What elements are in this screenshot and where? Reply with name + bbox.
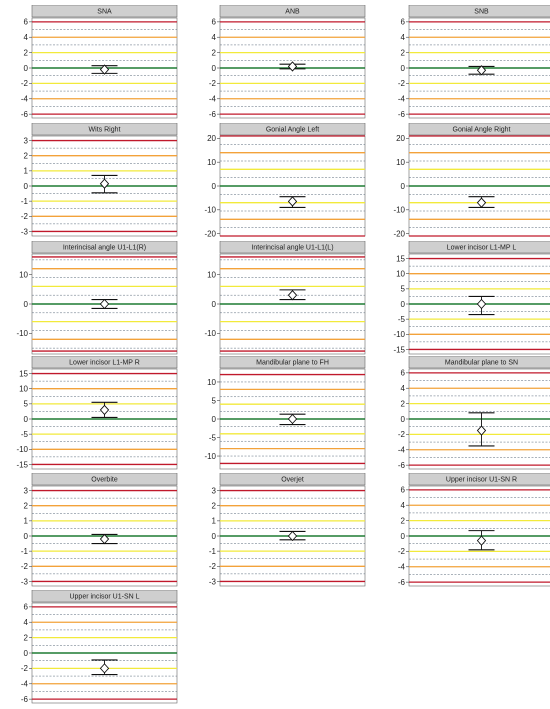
y-tick-label: 6 [211,17,216,27]
chart-panel [198,473,366,588]
y-tick-label: 2 [23,501,28,511]
chart-svg [387,356,550,471]
y-tick-label: 1 [23,166,28,176]
y-tick-label: 2 [211,501,216,511]
panel-title: Gonial Angle Left [265,126,320,134]
y-tick-label: -6 [397,460,405,470]
chart-panel [198,5,366,120]
y-tick-label: 0 [211,414,216,424]
y-tick-label: -3 [20,577,28,587]
chart-panel [198,356,366,471]
y-tick-label: -5 [397,314,405,324]
chart-panel [387,123,550,238]
chart-svg [198,123,366,238]
y-tick-label: 0 [211,63,216,73]
y-tick-label: -4 [20,679,28,689]
panel-title: Lower incisor L1-MP L [446,244,517,252]
chart-panel [10,241,178,356]
y-tick-label: -4 [208,94,216,104]
y-tick-label: -3 [208,577,216,587]
chart-svg [387,123,550,238]
y-tick-label: 0 [23,414,28,424]
y-tick-label: -2 [397,79,405,89]
chart-panel [387,5,550,120]
panel-title: Upper incisor U1-SN L [69,593,140,601]
chart-svg [387,5,550,120]
y-tick-label: -5 [20,429,28,439]
y-tick-label: 6 [23,602,28,612]
y-tick-label: 0 [400,414,405,424]
y-tick-label: 2 [400,516,405,526]
y-tick-label: -2 [20,664,28,674]
y-tick-label: 0 [23,531,28,541]
y-tick-label: -3 [20,227,28,237]
chart-panel [387,473,550,588]
y-tick-label: -20 [393,229,405,238]
y-tick-label: -2 [20,562,28,572]
y-tick-label: 3 [211,486,216,496]
y-tick-label: 5 [211,396,216,406]
y-tick-label: -10 [393,330,405,340]
y-tick-label: -4 [397,94,405,104]
chart-svg [198,241,366,356]
y-tick-label: 4 [23,618,28,628]
y-tick-label: 15 [19,369,28,379]
panel-title: Overjet [281,476,304,484]
chart-panel [10,5,178,120]
panel-title: Upper incisor U1-SN R [445,476,518,484]
chart-svg [10,5,178,120]
y-tick-label: -2 [397,430,405,440]
y-tick-label: 6 [400,17,405,27]
chart-panel [198,123,366,238]
y-tick-label: 5 [23,399,28,409]
y-tick-label: -15 [16,460,28,470]
y-tick-label: -10 [204,205,216,215]
y-tick-label: 20 [207,134,216,144]
y-tick-label: 4 [400,384,405,394]
chart-svg [198,356,366,471]
y-tick-label: 20 [396,134,405,144]
y-tick-label: -6 [20,109,28,119]
y-tick-label: 5 [400,284,405,294]
y-tick-label: -4 [397,445,405,455]
y-tick-label: -10 [204,451,216,461]
y-tick-label: -2 [208,562,216,572]
y-tick-label: 0 [400,531,405,541]
y-tick-label: 0 [23,181,28,191]
y-tick-label: -4 [20,94,28,104]
chart-svg [10,590,178,705]
panel-title: SNB [474,8,489,16]
y-tick-label: -6 [20,694,28,704]
chart-panel [10,123,178,238]
chart-panel [387,356,550,471]
y-tick-label: -6 [397,109,405,119]
chart-svg [387,473,550,588]
y-tick-label: 0 [211,531,216,541]
y-tick-label: -10 [16,329,28,339]
panel-title: Wits Right [88,126,121,134]
panel-title: Mandibular plane to SN [444,359,519,367]
panel-title: Interincisal angle U1-L1(R) [62,244,147,252]
y-tick-label: 6 [23,17,28,27]
y-tick-label: 1 [211,516,216,526]
y-tick-label: 0 [400,63,405,73]
y-tick-label: 10 [19,270,28,280]
chart-svg [10,473,178,588]
chart-panel [10,356,178,471]
y-tick-label: -1 [20,546,28,556]
y-tick-label: -2 [20,212,28,222]
y-tick-label: 10 [396,157,405,167]
y-tick-label: 10 [207,270,216,280]
y-tick-label: -2 [208,79,216,89]
y-tick-label: -6 [397,577,405,587]
y-tick-label: 3 [23,136,28,146]
y-tick-label: -15 [393,345,405,355]
y-tick-label: 4 [400,501,405,511]
chart-svg [198,473,366,588]
y-tick-label: 2 [400,48,405,58]
y-tick-label: 10 [207,157,216,167]
panel-title: Gonial Angle Right [452,126,511,134]
chart-svg [387,241,550,356]
y-tick-label: 2 [23,633,28,643]
y-tick-label: 0 [211,181,216,191]
y-tick-label: -10 [204,329,216,339]
panel-title: ANB [285,8,300,16]
y-tick-label: -2 [20,79,28,89]
y-tick-label: 10 [396,269,405,279]
y-tick-label: 2 [400,399,405,409]
chart-svg [10,123,178,238]
y-tick-label: 0 [400,299,405,309]
y-tick-label: -10 [393,205,405,215]
y-tick-label: 4 [400,33,405,43]
panel-title: Lower incisor L1-MP R [69,359,140,367]
y-tick-label: 2 [23,48,28,58]
chart-svg [198,5,366,120]
y-tick-label: 1 [23,516,28,526]
y-tick-label: -20 [204,229,216,238]
y-tick-label: 10 [19,384,28,394]
panel-title: Interincisal angle U1-L1(L) [251,244,334,252]
y-tick-label: 4 [23,33,28,43]
y-tick-label: 10 [207,377,216,387]
y-tick-label: -2 [397,547,405,557]
y-tick-label: 15 [396,254,405,264]
y-tick-label: 4 [211,33,216,43]
y-tick-label: 0 [23,299,28,309]
y-tick-label: 6 [400,485,405,495]
y-tick-label: -1 [20,196,28,206]
y-tick-label: 3 [23,486,28,496]
y-tick-label: 0 [23,648,28,658]
chart-svg [10,356,178,471]
chart-panel [387,241,550,356]
y-tick-label: 2 [211,48,216,58]
panel-title: Overbite [91,476,118,484]
panel-title: Mandibular plane to FH [256,359,329,367]
y-tick-label: -4 [397,562,405,572]
chart-panel [10,473,178,588]
chart-svg [10,241,178,356]
y-tick-label: 0 [400,181,405,191]
panel-title: SNA [97,8,112,16]
y-tick-label: 0 [211,299,216,309]
y-tick-label: -1 [208,546,216,556]
y-tick-label: -6 [208,109,216,119]
chart-panel [10,590,178,705]
chart-panel [198,241,366,356]
y-tick-label: 2 [23,151,28,161]
y-tick-label: -10 [16,445,28,455]
y-tick-label: 6 [400,368,405,378]
y-tick-label: 0 [23,63,28,73]
y-tick-label: -5 [208,433,216,443]
